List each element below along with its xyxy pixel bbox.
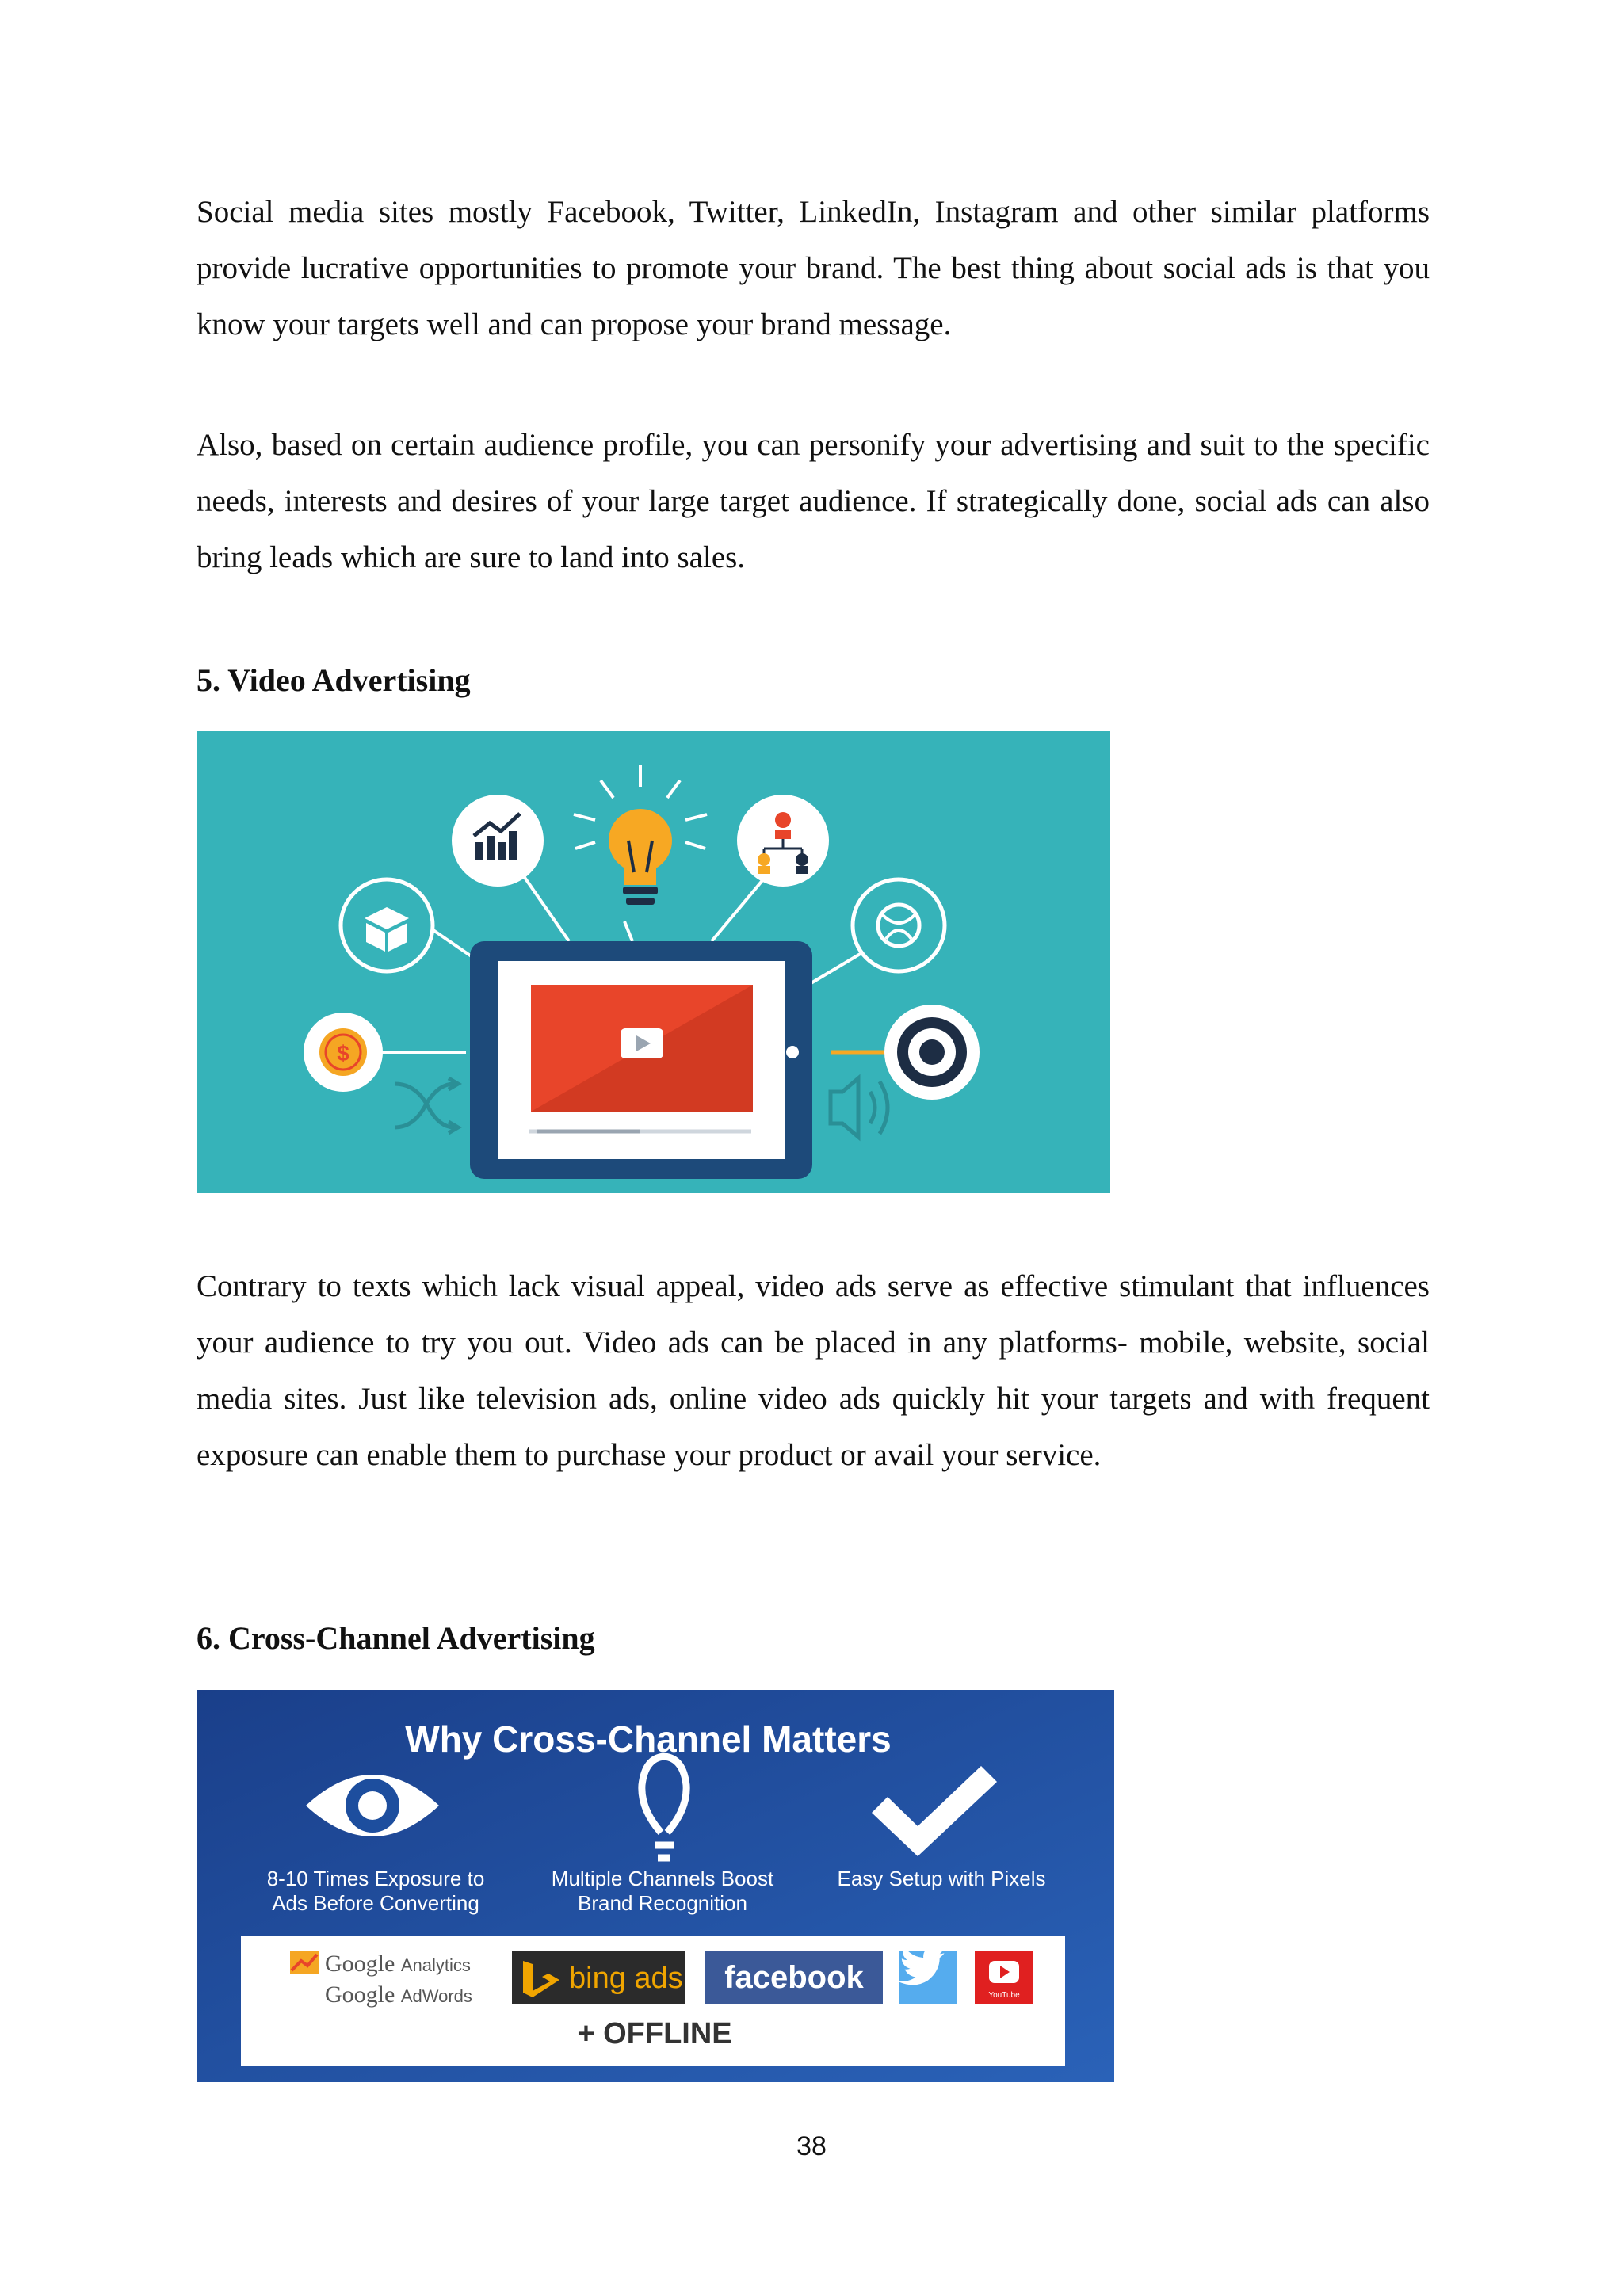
svg-text:YouTube: YouTube (988, 1991, 1020, 2000)
svg-text:bing ads: bing ads (569, 1962, 683, 1995)
youtube-icon (975, 1951, 1033, 2004)
facebook-logo (705, 1951, 883, 2004)
people-network-icon (737, 795, 829, 887)
paragraph-video-ads: Contrary to texts which lack visual appeal, video ads serve as effective stimulant that influences your audience to try you out. Video ads can be placed in any platforms- mobile, website, social media sites. Just like television ads, online video ads quickly hit your targets and with frequent exposure can enable them to purchase your product or avail your service. (197, 1269, 1430, 1472)
point-exposure-line2: Ads Before Converting (272, 1891, 479, 1915)
video-advertising-illustration (197, 731, 1110, 1193)
cross-channel-title: Why Cross-Channel Matters (405, 1718, 892, 1760)
svg-text:$: $ (337, 1041, 349, 1066)
google-analytics-icon (290, 1951, 319, 1974)
point-channels-line1: Multiple Channels Boost (551, 1867, 774, 1890)
page-number: 38 (796, 2131, 827, 2161)
google-adwords-label: Google AdWords (325, 1981, 472, 2008)
heading-cross-channel-advertising: 6. Cross-Channel Advertising (197, 1620, 595, 1656)
package-icon (341, 879, 433, 971)
bing-ads-logo (512, 1951, 685, 2004)
growth-chart-icon (452, 795, 544, 887)
heading-video-advertising: 5. Video Advertising (197, 662, 471, 698)
point-exposure-line1: 8-10 Times Exposure to (266, 1867, 485, 1890)
globe-icon (853, 879, 945, 971)
offline-label: + OFFLINE (577, 2017, 732, 2050)
google-analytics-label: Google Analytics (325, 1951, 471, 1977)
twitter-icon (896, 1947, 957, 2004)
point-pixels-line1: Easy Setup with Pixels (837, 1867, 1046, 1890)
coin-icon (304, 1013, 383, 1092)
cross-channel-illustration (197, 1690, 1114, 2082)
point-channels-line2: Brand Recognition (578, 1891, 747, 1915)
paragraph-social-ads: Social media sites mostly Facebook, Twitter, LinkedIn, Instagram and other similar platforms provide lucrative opportunities to promote your brand. The best thing about social ads is that you know your targets well and can propose your brand message. (197, 195, 1430, 341)
tablet-video-player (470, 941, 812, 1179)
svg-text:facebook: facebook (724, 1960, 864, 1995)
paragraph-audience-profile: Also, based on certain audience profile, you can personify your advertising and suit to the specific needs, interests and desires of your large target audience. If strategically done, social ads can also bring leads which are sure to land into sales. (197, 428, 1430, 574)
